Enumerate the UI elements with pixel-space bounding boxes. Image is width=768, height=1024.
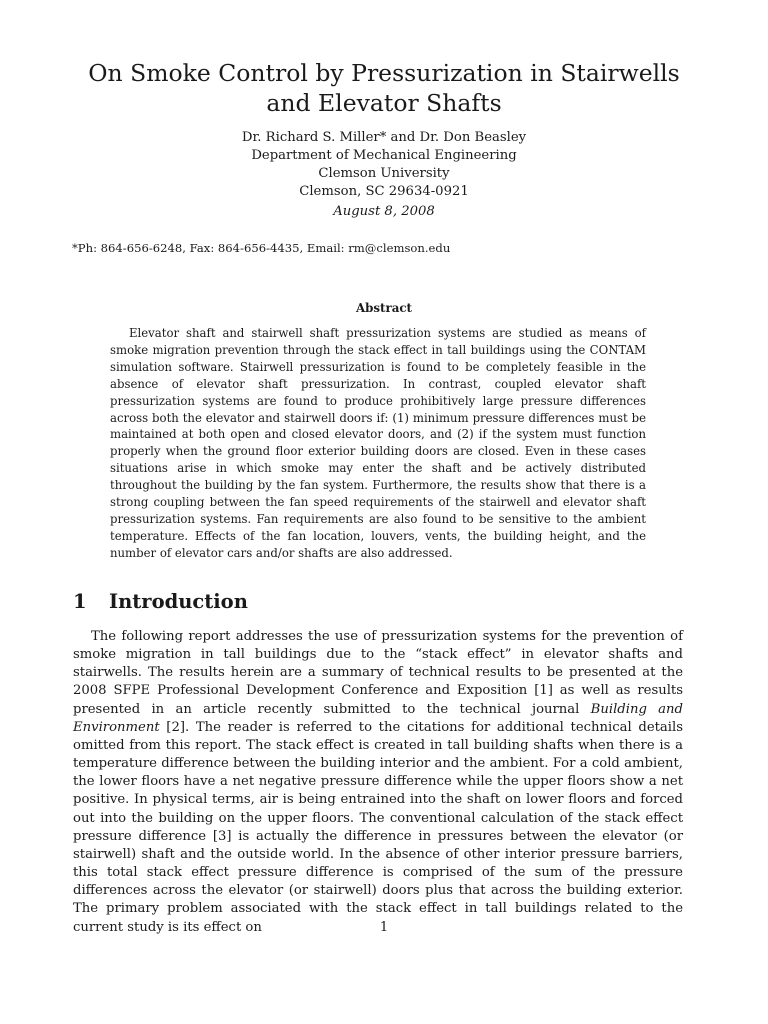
author-department: Department of Mechanical Engineering	[251, 148, 517, 163]
author-block	[70, 129, 698, 221]
section-title: Introduction	[109, 590, 248, 613]
intro-text-part2: [2]. The reader is referred to the citations for additional technical details omitted from this report. The stack effect is created in tall building shafts when there is a temperature difference between the building interior and the ambient. For a cold ambient, the lower floors have a net negative pressure difference while the upper floors show a net positive. In physical terms, air is being entrained into the shaft on lower floors and forced out into the building on the upper floors. The conventional calculation of the stack effect pressure difference [3] is actually the difference in pressures between the elevator (or stairwell) shaft and the outside world. In the absence of other interior pressure barriers, this total stack effect pressure difference is comprised of the sum of the pressure differences across the elevator (or stairwell) doors plus that across the building exterior. The primary problem associated with the stack effect in tall buildings related to the current study is its effect on	[73, 719, 683, 935]
abstract-text: Elevator shaft and stairwell shaft pressurization systems are studied as means of smoke migration prevention through the stack effect in tall buildings using the CONTAM simulation software. Stairwell pressurization is found to be completely feasible in the absence of elevator shaft pressurization. In contrast, coupled elevator shaft pressurization systems are found to produce prohibitively large pressure differences across both the elevator and stairwell doors if: (1) minimum pressure differences must be maintained at both open and closed elevator doors, and (2) if the system must function properly when the ground floor exterior building doors are closed. Even in these cases situations arise in which smoke may enter the shaft and be actively distributed throughout the building by the fan system. Furthermore, the results show that there is a strong coupling between the fan speed requirements of the stairwell and elevator shaft pressurization systems. Fan requirements are also found to be sensitive to the ambient temperature. Effects of the fan location, louvers, vents, the building height, and the number of elevator cars and/or shafts are also addressed.	[110, 326, 646, 560]
author-names: Dr. Richard S. Miller* and Dr. Don Beasley	[241, 130, 527, 145]
author-location: Clemson, SC 29634-0921	[299, 184, 469, 199]
author-university: Clemson University	[318, 166, 450, 181]
section-heading	[73, 590, 693, 613]
paper-date: August 8, 2008	[333, 204, 435, 219]
intro-text-part1: The following report addresses the use of pressurization systems for the prevention of smoke migration in tall buildings due to the “stack effect” in elevator shafts and stairwells. The results herein are a summary of technical results to be presented at the 2008 SFPE Professional Development Conference and Exposition [1] as well as results presented in an article recently submitted to the technical journal	[73, 629, 683, 717]
page-number: 1	[379, 920, 389, 935]
introduction-paragraph	[73, 628, 683, 937]
paper-title: On Smoke Control by Pressurization in Stairwells and Elevator Shafts	[88, 59, 680, 117]
abstract-heading: Abstract	[356, 301, 412, 315]
contact-footnote: *Ph: 864-656-6248, Fax: 864-656-4435, Email: rm@clemson.edu	[72, 241, 451, 255]
section-number: 1	[73, 590, 87, 613]
journal-name: Building and Environment	[73, 701, 683, 735]
